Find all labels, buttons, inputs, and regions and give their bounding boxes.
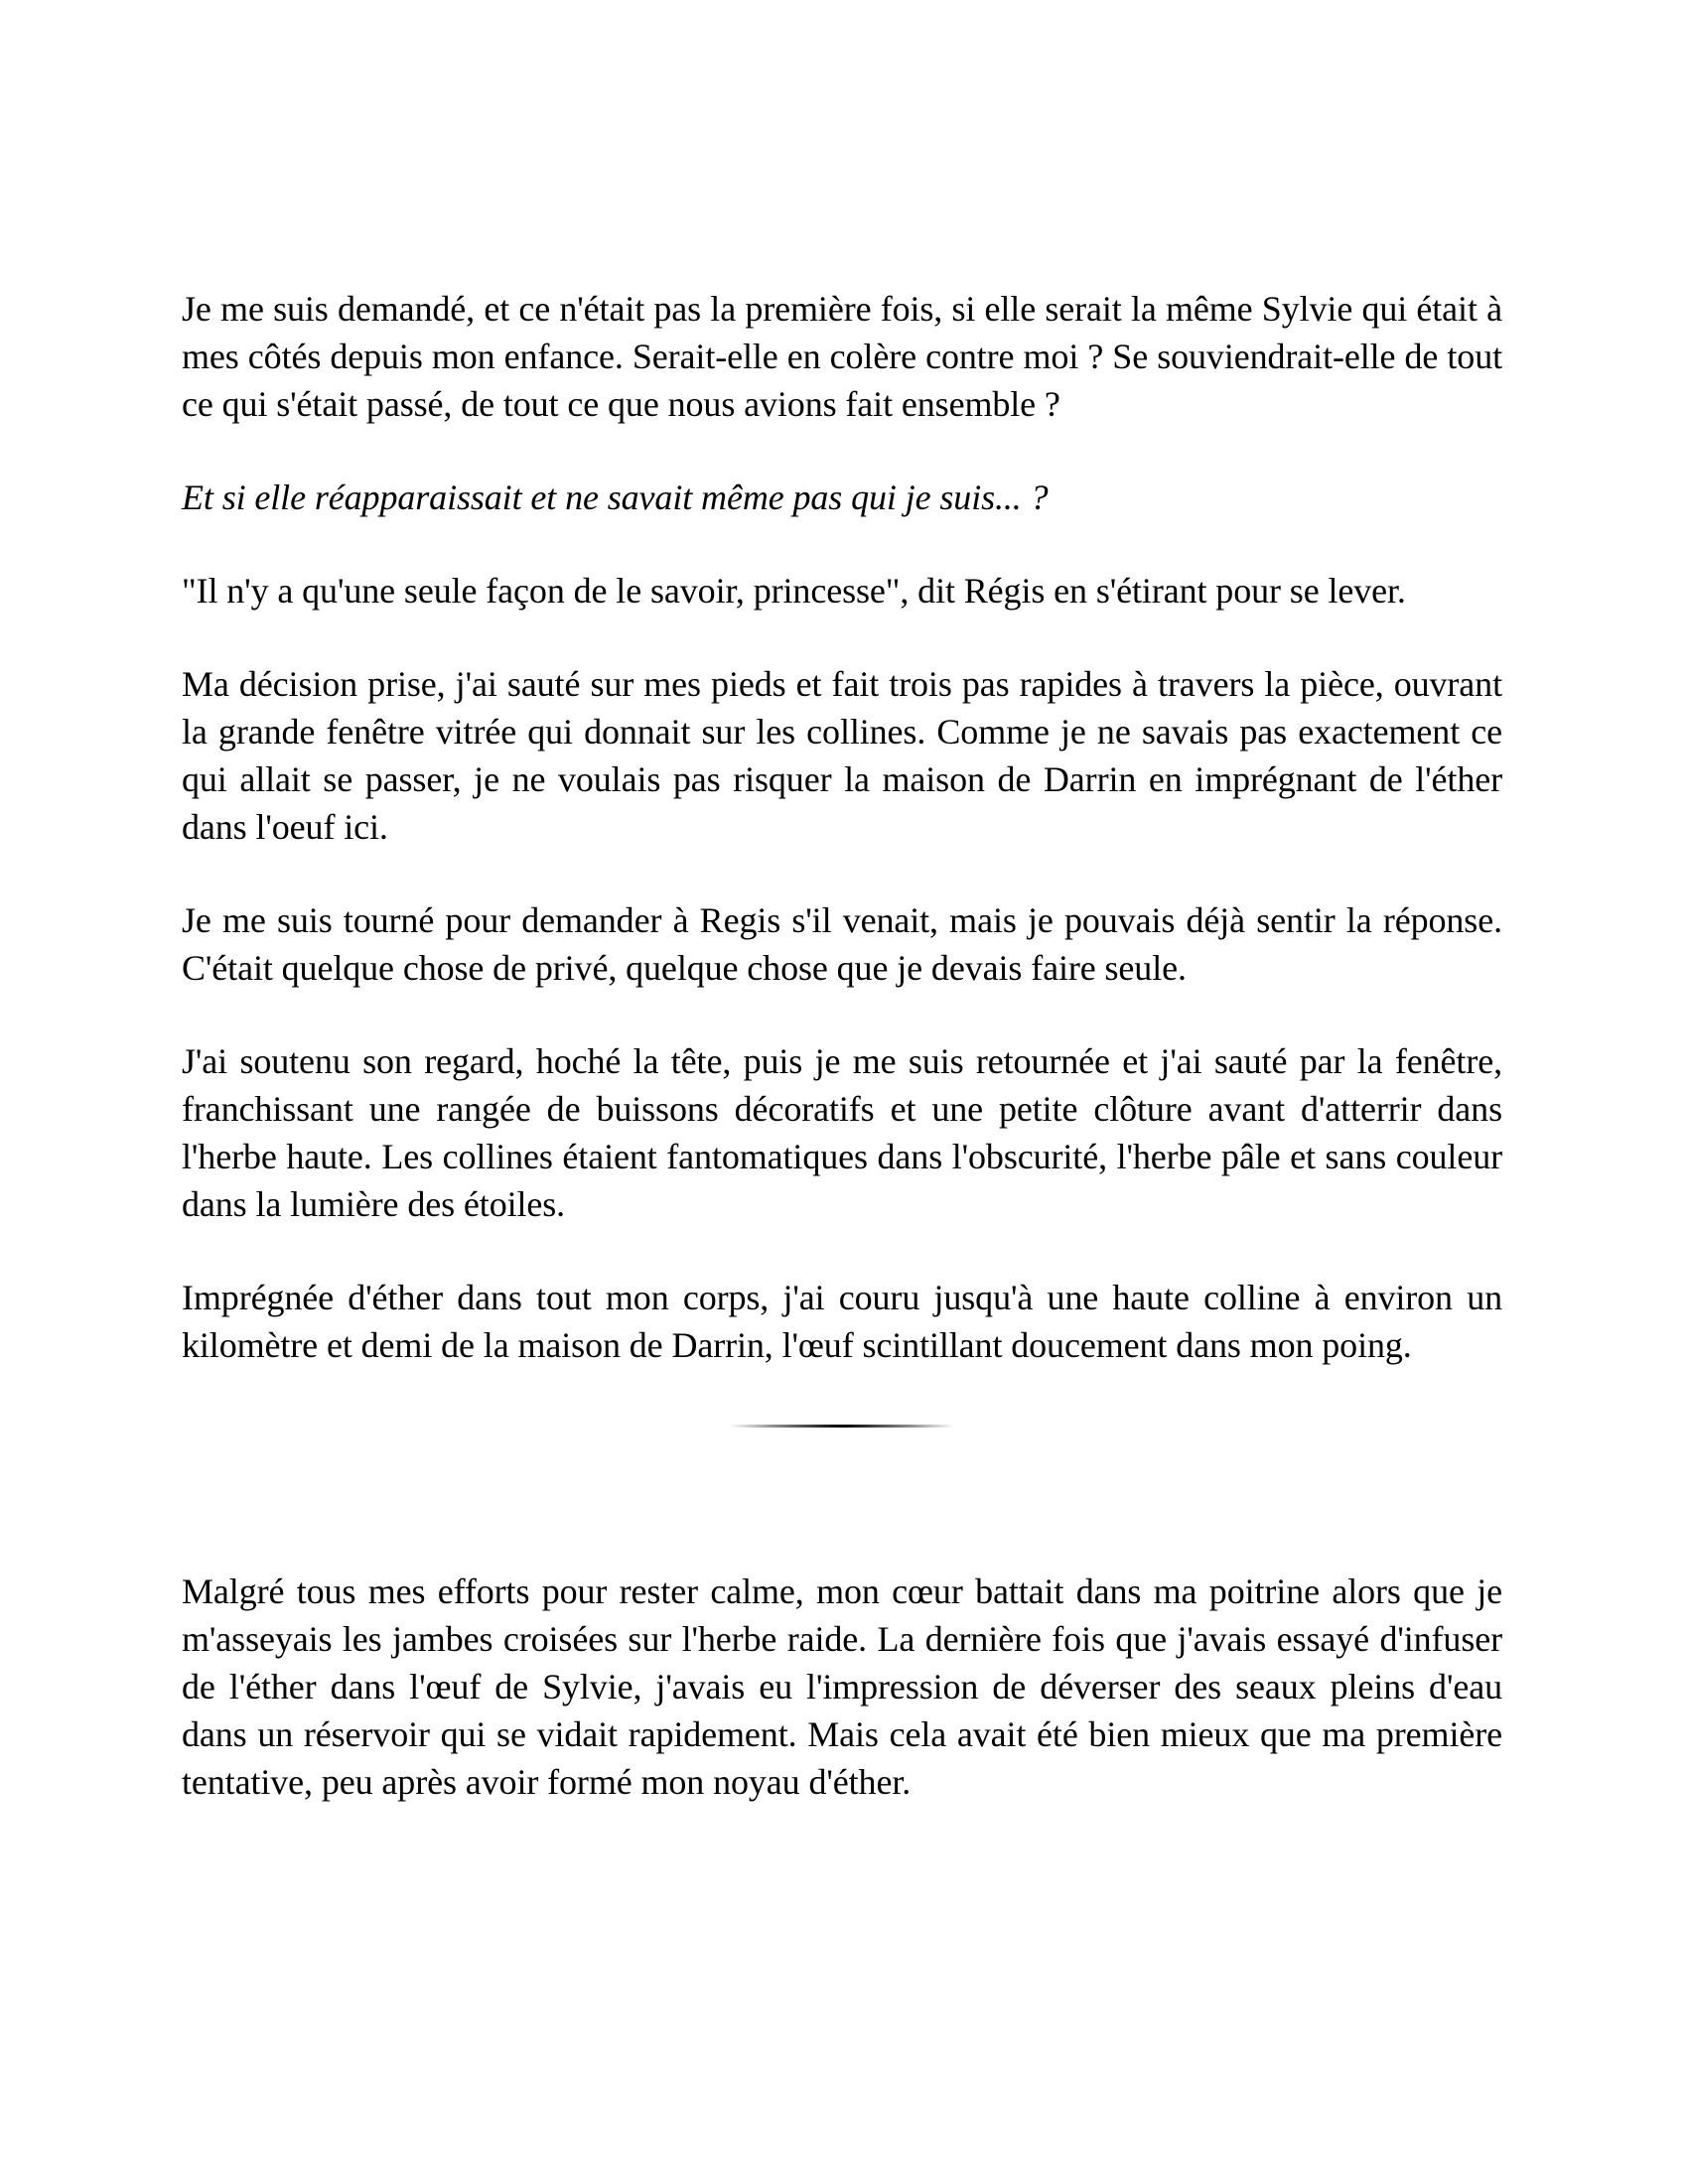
paragraph: Malgré tous mes efforts pour rester calme, mon cœur battait dans ma poitrine alors que je m'asseyais les jambes croisées sur l'herbe raide. La dernière fois que j'avais essayé d'infuser de l'éther dans l'œuf de Sylvie, j'avais eu l'impression de déverser des seaux pleins d'eau dans un réservoir qui se vidait rapidement. Mais cela avait été bien mieux que ma première tentative, peu après avoir formé mon noyau d'éther. <box>182 1571 1502 1802</box>
paragraph: J'ai soutenu son regard, hoché la tête, puis je me suis retournée et j'ai sauté par la fenêtre, franchissant une rangée de buissons décoratifs et une petite clôture avant d'atterrir dans l'herbe haute. Les collines étaient fantomatiques dans l'obscurité, l'herbe pâle et sans couleur dans la lumière des étoiles. <box>182 1041 1502 1224</box>
scene-break <box>182 1369 1502 1568</box>
dialogue-paragraph: "Il n'y a qu'une seule façon de le savoir, princesse", dit Régis en s'étirant pour se lever. <box>182 571 1406 611</box>
paragraph: Je me suis tourné pour demander à Regis s'il venait, mais je pouvais déjà sentir la réponse. C'était quelque chose de privé, quelque chose que je devais faire seule. <box>182 900 1502 988</box>
paragraph: Je me suis demandé, et ce n'était pas la première fois, si elle serait la même Sylvie qui était à mes côtés depuis mon enfance. Serait-elle en colère contre moi ? Se souviendrait-elle de tout ce qui s'était passé, de tout ce que nous avions fait ensemble ? <box>182 289 1502 424</box>
document-page <box>182 285 1502 1851</box>
paragraph: Ma décision prise, j'ai sauté sur mes pieds et fait trois pas rapides à travers la pièce, ouvrant la grande fenêtre vitrée qui donnait sur les collines. Comme je ne savais pas exactement ce qui allait se passer, je ne voulais pas risquer la maison de Darrin en imprégnant de l'éther dans l'oeuf ici. <box>182 664 1502 847</box>
section-divider-line <box>730 1425 954 1428</box>
paragraph: Imprégnée d'éther dans tout mon corps, j'ai couru jusqu'à une haute colline à environ un kilomètre et demi de la maison de Darrin, l'œuf scintillant doucement dans mon poing. <box>182 1278 1502 1365</box>
italic-thought-paragraph: Et si elle réapparaissait et ne savait même pas qui je suis... ? <box>182 478 1049 517</box>
